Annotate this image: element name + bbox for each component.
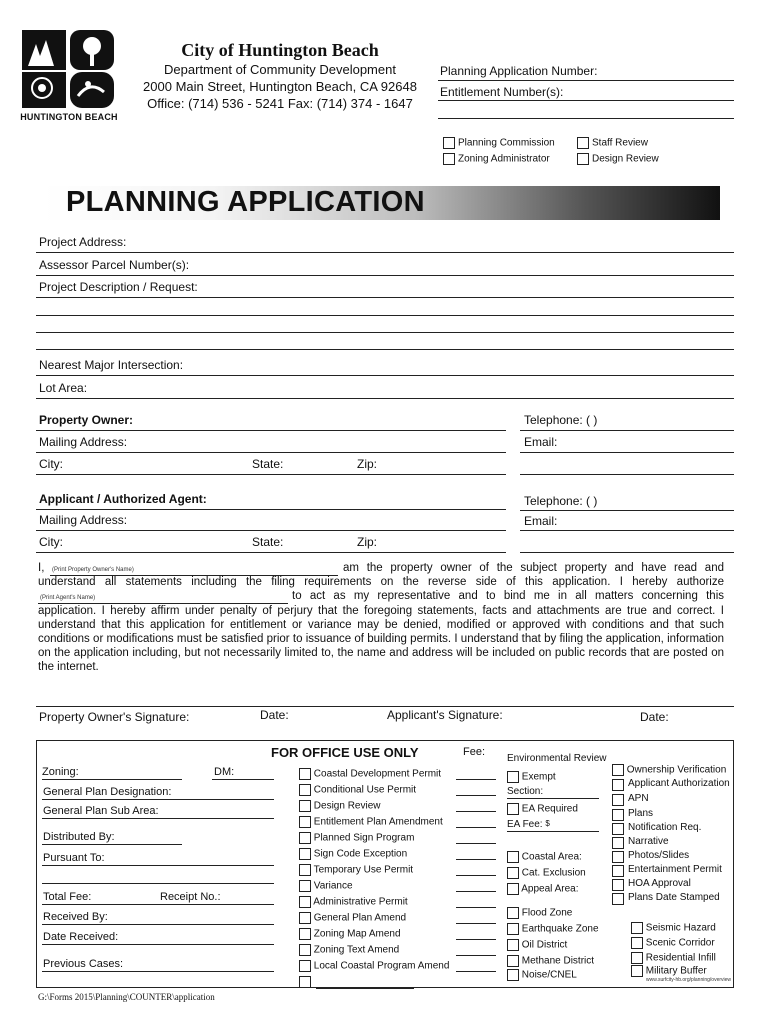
dm-field[interactable] [212,779,274,780]
zoning-field[interactable] [42,779,182,780]
ea-fee-field[interactable] [507,831,599,832]
zoning-label: Zoning: [42,766,79,778]
owner-signature-label: Property Owner's Signature: [39,710,190,724]
ownership-verification-check[interactable]: Ownership Verification [612,764,726,777]
residential-infill-checkbox[interactable]: Residential Infill [631,952,716,964]
project-description-label: Project Description / Request: [39,280,198,294]
coastal-development-permit-checkbox[interactable]: Coastal Development Permit [299,768,441,780]
description-line-3[interactable] [36,332,734,333]
fee-line-13[interactable] [456,971,496,972]
project-address-field[interactable] [36,252,734,253]
agent-city-field[interactable] [36,552,506,553]
photos-slides-check[interactable] [612,851,624,864]
fee-line-9[interactable] [456,907,496,908]
department-address: 2000 Main Street, Huntington Beach, CA 92648 [143,79,417,94]
pursuant-to-label: Pursuant To: [43,852,105,864]
owner-date-label: Date: [260,708,289,722]
property-owner-field[interactable] [36,430,506,431]
agent-mailing-field[interactable] [36,530,506,531]
plans-date-stamped-label: Plans Date Stamped [628,892,720,903]
applicant-signature-label: Applicant's Signature: [387,708,503,722]
entertainment-permit-check[interactable] [612,865,624,878]
agent-email-label: Email: [524,514,558,528]
fee-line-8[interactable] [456,891,496,892]
agent-email-field-2[interactable] [520,552,734,553]
plans-date-stamped-check[interactable] [612,893,624,906]
notification-req-check[interactable] [612,823,624,836]
planning-commission-checkbox[interactable]: Planning Commission [443,137,555,149]
fee-line-4[interactable] [456,827,496,828]
coastal-area-checkbox[interactable]: Coastal Area: [507,851,582,863]
department-phone: Office: (714) 536 - 5241 Fax: (714) 374 - 1647 [147,96,413,111]
application-number-label: Planning Application Number: [440,64,598,78]
agent-name-hint: (Print Agent's Name) [40,595,96,601]
entitlement-plan-amendment-checkbox[interactable]: Entitlement Plan Amendment [299,816,443,828]
methane-district-checkbox[interactable]: Methane District [507,955,594,967]
owner-email-field-2[interactable] [520,474,734,475]
agent-label: Applicant / Authorized Agent: [39,492,207,506]
city-seal-icon [18,26,120,110]
cat-exclusion-checkbox[interactable]: Cat. Exclusion [507,867,586,879]
hoa-approval-check[interactable] [612,879,624,892]
appeal-area-checkbox[interactable]: Appeal Area: [507,883,579,895]
office-use-title: FOR OFFICE USE ONLY [271,745,419,760]
previous-cases-label: Previous Cases: [43,958,124,970]
previous-cases-field[interactable] [42,971,274,972]
exempt-checkbox[interactable]: Exempt [507,771,556,783]
gp-designation-field[interactable] [42,799,274,800]
planned-sign-program-checkbox[interactable]: Planned Sign Program [299,832,414,844]
seismic-hazard-checkbox[interactable]: Seismic Hazard [631,922,716,934]
staff-review-checkbox[interactable]: Staff Review [577,137,648,149]
applicant-authorization-text: Applicant Authorization [628,778,730,789]
conditional-use-permit-checkbox[interactable]: Conditional Use Permit [299,784,416,796]
noise-cnel-checkbox[interactable]: Noise/CNEL [507,969,577,981]
general-plan-amend-checkbox[interactable]: General Plan Amend [299,912,406,924]
lot-area-field[interactable] [36,398,734,399]
fee-line-1[interactable] [456,779,496,780]
flood-zone-checkbox[interactable]: Flood Zone [507,907,572,919]
design-review-checkbox[interactable]: Design Review [577,153,659,165]
lot-area-label: Lot Area: [39,381,88,395]
dm-label: DM: [214,766,235,778]
plans-check-label: Plans [628,808,654,819]
environmental-review-label: Environmental Review [507,753,607,764]
distributed-by-label: Distributed By: [43,831,115,843]
owner-telephone-label: Telephone: ( ) [524,413,598,427]
statement-body: application. I hereby affirm under penalty of perjury that the foregoing statements, facts and attachments are true and correct. I understand that this application for entitlement or variance may be denied, modified or approved with conditions and that such conditions or modifications must be satisfied prior to issuance of building permits. I understand that by filing the application, information on the application including, but not necessarily limited to, the name and address will be included on public records that are posted on the internet. [38,605,724,673]
statement-line-2: understand all statements including the filing requirements on the reverse side of this application. I hereby authorize [38,576,724,588]
signature-line[interactable] [36,706,734,707]
agent-state-label: State: [252,535,284,549]
ea-fee-value: $ [545,819,550,828]
date-received-field[interactable] [42,944,274,945]
agent-zip-label: Zip: [357,535,378,549]
agent-email-field[interactable] [520,530,734,531]
section-field[interactable] [507,798,599,799]
apn-check[interactable] [612,794,624,807]
gp-subarea-field[interactable] [42,818,274,819]
intersection-field[interactable] [36,375,734,376]
application-number-line[interactable] [438,80,734,81]
fee-line-5[interactable] [456,843,496,844]
oil-district-checkbox[interactable]: Oil District [507,939,567,951]
form-title: PLANNING APPLICATION [66,186,425,218]
ea-fee-text: EA Fee: [507,819,543,830]
statement-i: I, [38,562,45,574]
entertainment-permit-label: Entertainment Permit [628,864,722,875]
apn-field[interactable] [36,275,734,276]
receipt-no-label: Receipt No.: [160,891,221,903]
fee-line-7[interactable] [456,875,496,876]
variance-checkbox[interactable]: Variance [299,880,353,892]
narrative-label: Narrative [628,836,669,847]
statement-line-1: am the property owner of the subject property and have read and [343,562,724,574]
owner-mailing-field[interactable] [36,452,506,453]
plans-check[interactable] [612,809,624,822]
other-permit-checkbox[interactable] [299,976,311,988]
agent-telephone-field[interactable] [520,510,734,511]
fee-label: Fee: [463,746,486,758]
fee-line-3[interactable] [456,811,496,812]
hoa-approval-label: HOA Approval [628,878,691,889]
narrative-check[interactable] [612,837,624,850]
date-received-label: Date Received: [43,931,119,943]
property-owner-label: Property Owner: [39,413,134,427]
ea-required-checkbox[interactable]: EA Required [507,803,578,815]
description-line-2[interactable] [36,315,734,316]
fee-line-2[interactable] [456,795,496,796]
sign-code-exception-checkbox[interactable]: Sign Code Exception [299,848,407,860]
administrative-permit-checkbox[interactable]: Administrative Permit [299,896,408,908]
gp-subarea-label: General Plan Sub Area: [43,805,159,817]
other-permit-field[interactable] [316,988,414,989]
owner-email-label: Email: [524,435,558,449]
zoning-text-amend-checkbox[interactable]: Zoning Text Amend [299,944,399,956]
project-address-label: Project Address: [39,235,127,249]
owner-name-hint: (Print Property Owner's Name) [52,567,134,573]
scenic-corridor-checkbox[interactable]: Scenic Corridor [631,937,715,949]
agent-city-label: City: [39,535,63,549]
earthquake-zone-checkbox[interactable]: Earthquake Zone [507,923,599,935]
distributed-by-field[interactable] [42,844,182,845]
statement-line-3: to act as my representative and to bind me in all matters concerning this [292,590,724,602]
entitlement-number-label: Entitlement Number(s): [440,85,564,99]
fee-line-10[interactable] [456,923,496,924]
intersection-label: Nearest Major Intersection: [39,358,184,372]
entitlement-number-line[interactable] [438,100,734,101]
city-name: City of Huntington Beach [181,40,379,60]
ea-fee-label [507,819,550,830]
zoning-administrator-checkbox[interactable]: Zoning Administrator [443,153,550,165]
gp-designation-label: General Plan Designation: [43,786,172,798]
pursuant-to-field[interactable] [42,865,274,866]
notification-req-label: Notification Req. [628,822,702,833]
section-label: Section: [507,786,544,797]
city-logo [18,26,120,122]
fee-line-12[interactable] [456,955,496,956]
description-line-1[interactable] [36,297,734,298]
agent-mailing-label: Mailing Address: [39,513,128,527]
apn-check-label: APN [628,793,649,804]
owner-email-field[interactable] [520,452,734,453]
received-by-field[interactable] [42,924,274,925]
owner-state-label: State: [252,457,284,471]
fee-line-6[interactable] [456,859,496,860]
owner-city-field[interactable] [36,474,506,475]
pursuant-to-field-2[interactable] [42,883,274,884]
zoning-map-amend-checkbox[interactable]: Zoning Map Amend [299,928,401,940]
total-fee-field[interactable] [42,904,274,905]
agent-telephone-label: Telephone: ( ) [524,494,598,508]
design-review-permit-checkbox[interactable]: Design Review [299,800,380,812]
apn-label: Assessor Parcel Number(s): [39,258,190,272]
owner-zip-label: Zip: [357,457,378,471]
owner-city-label: City: [39,457,63,471]
department-name: Department of Community Development [164,62,396,77]
total-fee-label: Total Fee: [43,891,92,903]
entitlement-number-line-2[interactable] [438,118,734,119]
owner-mailing-label: Mailing Address: [39,435,128,449]
local-coastal-program-amend-checkbox[interactable]: Local Coastal Program Amend [299,960,449,972]
military-buffer-checkbox[interactable]: Military Buffer [631,965,707,977]
temporary-use-permit-checkbox[interactable]: Temporary Use Permit [299,864,413,876]
form-path-footer: G:\Forms 2015\Planning\COUNTER\application [38,992,215,1002]
agent-field[interactable] [36,509,506,510]
website-url: www.surfcity-hb.org/planning/overview [646,977,732,983]
received-by-label: Received By: [43,911,108,923]
applicant-date-label: Date: [640,710,669,724]
fee-line-11[interactable] [456,939,496,940]
description-line-4[interactable] [36,349,734,350]
owner-telephone-field[interactable] [520,430,734,431]
applicant-authorization-check[interactable] [612,779,624,792]
logo-caption: HUNTINGTON BEACH [20,112,118,122]
photos-slides-label: Photos/Slides [628,850,690,861]
